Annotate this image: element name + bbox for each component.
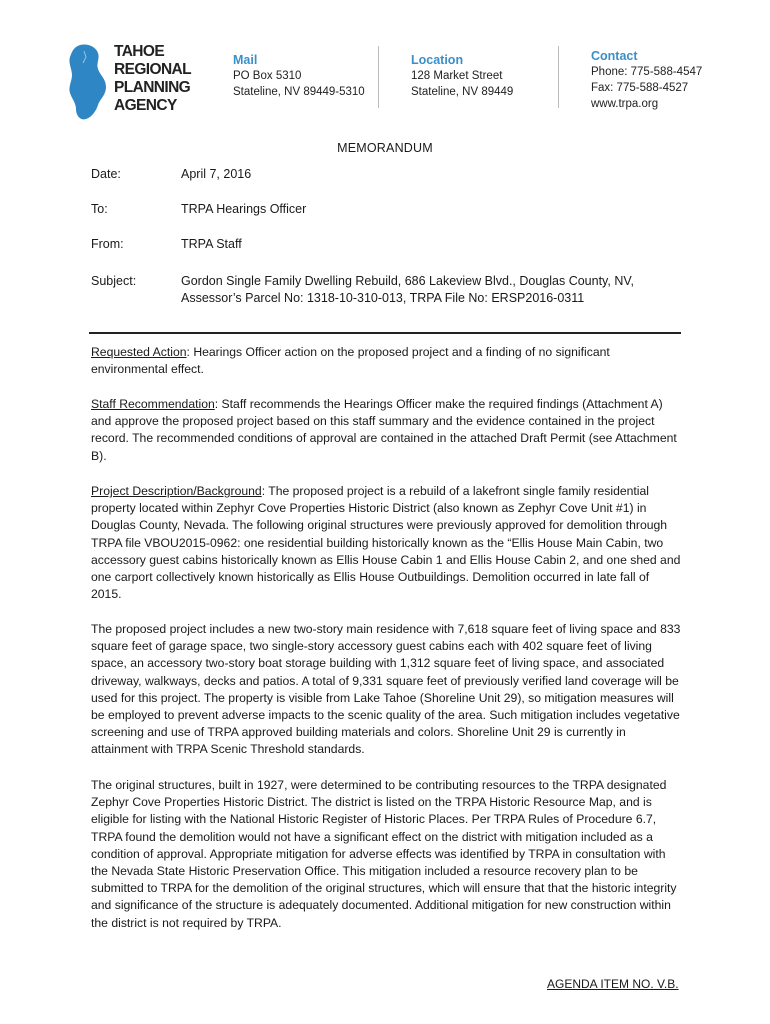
agenda-item-label: AGENDA ITEM NO. V.B. bbox=[547, 977, 679, 991]
mail-block bbox=[233, 52, 365, 100]
logo-wordmark bbox=[114, 43, 191, 115]
contact-title: Contact bbox=[591, 49, 638, 63]
lake-tahoe-icon bbox=[66, 43, 112, 121]
subject-line-2: Assessor’s Parcel No: 1318-10-310-013, TRPA File No: ERSP2016-0311 bbox=[181, 291, 585, 305]
location-line-1: 128 Market Street bbox=[411, 70, 503, 82]
contact-block bbox=[591, 48, 702, 112]
requested-action-paragraph bbox=[91, 344, 683, 378]
logo-line-4: AGENCY bbox=[114, 97, 177, 114]
trpa-logo bbox=[66, 43, 196, 123]
letterhead bbox=[0, 0, 770, 130]
logo-line-2: REGIONAL bbox=[114, 61, 192, 78]
date-value: April 7, 2016 bbox=[181, 167, 252, 181]
staff-recommendation-heading: Staff Recommendation bbox=[91, 397, 215, 411]
original-structures-paragraph: The original structures, built in 1927, were determined to be contributing resources to the TRPA designated Zephyr Cove Properties Historic District. The district is listed on the TRPA Historic Resource Map, and is eligible for listing with the National Historic Register of Historic Places. Per TRPA Rules of Procedure 6.7, TRPA found the demolition would not have a significant effect on the district with mitigation included as a condition of approval. Appropriate mitigation for adverse effects was identified by TRPA in consultation with the Nevada State Historic Preservation Office. This mitigation included a resource recovery plan to be submitted to TRPA for the demolition of the original structures, which will ensure that that the historic integrity and significance of the structure is adequately documented. Additional mitigation for new construction within the district is not required by TRPA. bbox=[91, 778, 677, 930]
date-label: Date: bbox=[91, 167, 121, 181]
project-description-heading: Project Description/Background bbox=[91, 484, 262, 498]
from-value: TRPA Staff bbox=[181, 237, 242, 251]
staff-recommendation-paragraph bbox=[91, 396, 683, 465]
header-rule bbox=[89, 332, 681, 334]
requested-action-heading: Requested Action bbox=[91, 345, 187, 359]
from-label: From: bbox=[91, 237, 124, 251]
staff-recommendation-text: : Staff recommends the Hearings Officer make the required findings (Attachment A) and approve the proposed project based on this staff summary and the evidence contained in the project record. The recommended conditions of approval are contained in the attached Draft Permit (see Attachment B). bbox=[91, 397, 677, 463]
subject-label: Subject: bbox=[91, 274, 137, 288]
project-description-paragraph bbox=[91, 483, 683, 603]
mail-title: Mail bbox=[233, 53, 258, 67]
logo-line-3: PLANNING bbox=[114, 79, 191, 96]
header-divider bbox=[558, 46, 559, 108]
header-divider bbox=[378, 46, 379, 108]
to-label: To: bbox=[91, 202, 108, 216]
logo-line-1: TAHOE bbox=[114, 43, 165, 60]
contact-website[interactable]: www.trpa.org bbox=[591, 98, 659, 110]
project-description-text: : The proposed project is a rebuild of a lakefront single family residential property located within Zephyr Cove Properties Historic District (also known as Zephyr Cove Unit #1) in Douglas County, Nevada. The following original structures were previously approved for demolition through TRPA file VBOU2015-0962: one residential building historically known as the “Ellis House Main Cabin, two accessory guest cabins historically known as Ellis House Cabin 1 and Ellis House Cabin 2, and one shed and one carport collectively known historically as Ellis House Outbuildings. Demolition occurred in late fall of 2015. bbox=[91, 484, 681, 602]
contact-fax: Fax: 775-588-4527 bbox=[591, 82, 689, 94]
memo-title: MEMORANDUM bbox=[337, 141, 433, 155]
subject-line-1: Gordon Single Family Dwelling Rebuild, 686 Lakeview Blvd., Douglas County, NV, bbox=[181, 274, 635, 288]
requested-action-text: : Hearings Officer action on the proposed project and a finding of no significant environmental effect. bbox=[91, 345, 610, 377]
mail-line-2: Stateline, NV 89449-5310 bbox=[233, 86, 365, 98]
location-title: Location bbox=[411, 53, 464, 67]
subject-value bbox=[181, 273, 681, 307]
to-value: TRPA Hearings Officer bbox=[181, 202, 307, 216]
proposed-project-paragraph: The proposed project includes a new two-story main residence with 7,618 square feet of living space and 833 square feet of garage space, two single-story accessory guest cabins each with 402 square feet of living space, an accessory two-story boat storage building with 1,312 square feet of living space, and associated driveway, walkways, decks and patios. A total of 9,331 square feet of previously verified land coverage will be used for this project. The property is visible from Lake Tahoe (Shoreline Unit 29), so mitigation measures will be employed to prevent adverse impacts to the scenic quality of the area. Such mitigation includes vegetative screening and use of TRPA approved building materials and colors. Shoreline Unit 29 is currently in attainment with TRPA Scenic Threshold standards. bbox=[91, 622, 681, 757]
location-line-2: Stateline, NV 89449 bbox=[411, 86, 514, 98]
location-block bbox=[411, 52, 513, 100]
contact-phone: Phone: 775-588-4547 bbox=[591, 66, 703, 78]
mail-line-1: PO Box 5310 bbox=[233, 70, 302, 82]
